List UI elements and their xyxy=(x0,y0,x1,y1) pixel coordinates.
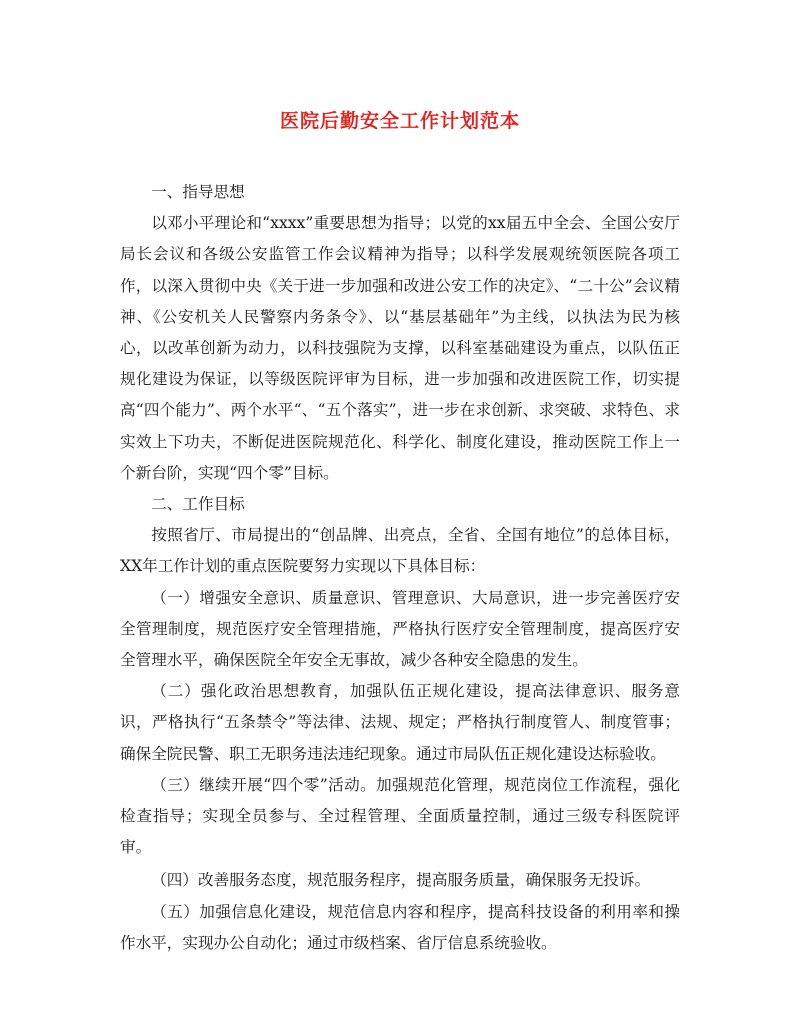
paragraph-goal-5: （五）加强信息化建设，规范信息内容和程序，提高科技设备的利用率和操作水平，实现办公自动化；通过市级档案、省厅信息系统验收。 xyxy=(120,902,680,952)
paragraph-goal-4: （四）改善服务态度，规范服务程序，提高服务质量，确保服务无投诉。 xyxy=(151,871,651,890)
section-heading-guiding-ideology: 一、指导思想 xyxy=(151,183,245,201)
paragraph-goal-3: （三）继续开展“四个零”活动。加强规范化管理，规范岗位工作流程，强化检查指导；实现全员参与、全过程管理、全面质量控制，通过三级专科医院评审。 xyxy=(120,775,680,857)
paragraph-goal-2: （二）强化政治思想教育，加强队伍正规化建设，提高法律意识、服务意识，严格执行“五条禁令”等法律、法规、规定；严格执行制度管人、制度管事；确保全院民警、职工无职务违法违纪现象。通过市局队伍正规化建设达标验收。 xyxy=(120,682,680,763)
section-heading-work-goals: 二、工作目标 xyxy=(151,495,245,514)
paragraph-goal-1: （一）增强安全意识、质量意识、管理意识、大局意识，进一步完善医疗安全管理制度，规范医疗安全管理措施，严格执行医疗安全管理制度，提高医疗安全管理水平，确保医院全年安全无事故，减少各种安全隐患的发生。 xyxy=(120,588,680,670)
document-title: 医院后勤安全工作计划范本 xyxy=(279,110,520,132)
paragraph-guiding-ideology: 以邓小平理论和“xxxx”重要思想为指导；以党的xx届五中全会、全国公安厅局长会议和各级公安监管工作会议精神为指导；以科学发展观统领医院各项工作，以深入贯彻中央《关于进一步加强和改进公安工作的决定》、“二十公”会议精神、《公安机关人民警察内务条令》、以“基层基础年”为主线，以执法为民为核心，以改革创新为动力，以科技强院为支撑，以科室基础建设为重点，以队伍正规化建设为保证，以等级医院评审为目标，进一步加强和改进医院工作，切实提高“四个能力”、两个水平“、“五个落实”，进一步在求创新、求突破、求特色、求实效上下功夫，不断促进医院规范化、科学化、制度化建设，推动医院工作上一个新台阶，实现“四个零”目标。 xyxy=(120,214,680,482)
paragraph-overall-goal: 按照省厅、市局提出的“创品牌、出亮点，全省、全国有地位”的总体目标，XX年工作计划的重点医院要努力实现以下具体目标： xyxy=(120,526,680,576)
document-body xyxy=(120,177,680,959)
